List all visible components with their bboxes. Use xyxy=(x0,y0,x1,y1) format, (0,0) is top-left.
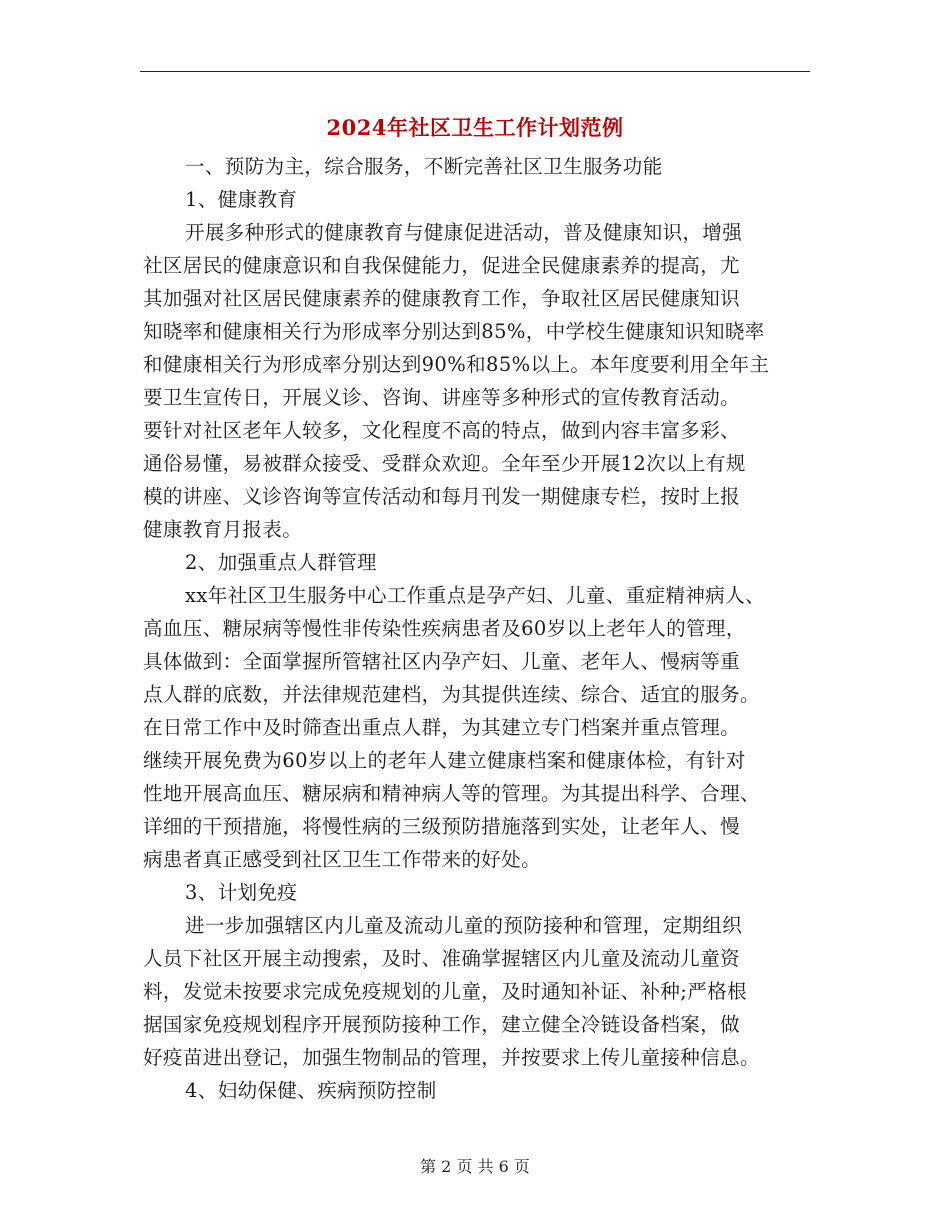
document-title: 2024年社区卫生工作计划范例 xyxy=(326,115,624,140)
paragraph-line: 人员下社区开展主动搜索，及时、准确掌握辖区内儿童及流动儿童资 xyxy=(143,947,741,970)
paragraph-line: xx年社区卫生服务中心工作重点是孕产妇、儿童、重症精神病人、 xyxy=(185,584,765,607)
paragraph-line: 在日常工作中及时筛查出重点人群，为其建立专门档案并重点管理。 xyxy=(143,716,741,739)
subsection-heading: 2、加强重点人群管理 xyxy=(185,551,377,574)
page-footer: 第 2 页 共 6 页 xyxy=(420,1157,530,1176)
paragraph-line: 料，发觉未按要求完成免疫规划的儿童，及时通知补证、补种;严格根 xyxy=(143,980,747,1003)
paragraph-line: 健康教育月报表。 xyxy=(143,518,303,541)
subsection-heading: 3、计划免疫 xyxy=(185,881,298,904)
paragraph-line: 其加强对社区居民健康素养的健康教育工作，争取社区居民健康知识 xyxy=(143,287,741,310)
section-heading: 一、预防为主，综合服务，不断完善社区卫生服务功能 xyxy=(185,155,663,178)
subsection-heading: 1、健康教育 xyxy=(185,188,298,211)
paragraph-line: 通俗易懂，易被群众接受、受群众欢迎。全年至少开展12次以上有规 xyxy=(143,452,746,475)
paragraph-line: 社区居民的健康意识和自我保健能力，促进全民健康素养的提高，尤 xyxy=(143,254,741,277)
paragraph-line: 要针对社区老年人较多，文化程度不高的特点，做到内容丰富多彩、 xyxy=(143,419,741,442)
paragraph-line: 高血压、糖尿病等慢性非传染性疾病患者及60岁以上老年人的管理， xyxy=(143,617,746,640)
subsection-heading: 4、妇幼保健、疾病预防控制 xyxy=(185,1079,437,1102)
paragraph-line: 要卫生宣传日，开展义诊、咨询、讲座等多种形式的宣传教育活动。 xyxy=(143,386,741,409)
paragraph-line: 据国家免疫规划程序开展预防接种工作，建立健全冷链设备档案，做 xyxy=(143,1013,741,1036)
paragraph-line: 继续开展免费为60岁以上的老年人建立健康档案和健康体检，有针对 xyxy=(143,749,746,772)
paragraph-line: 好疫苗进出登记，加强生物制品的管理，并按要求上传儿童接种信息。 xyxy=(143,1046,760,1069)
paragraph-line: 性地开展高血压、糖尿病和精神病人等的管理。为其提出科学、合理、 xyxy=(143,782,760,805)
paragraph-line: 开展多种形式的健康教育与健康促进活动，普及健康知识，增强 xyxy=(185,221,743,244)
paragraph-line: 详细的干预措施，将慢性病的三级预防措施落到实处，让老年人、慢 xyxy=(143,815,741,838)
paragraph-line: 和健康相关行为形成率分别达到90%和85%以上。本年度要利用全年主 xyxy=(143,353,770,376)
paragraph-line: 病患者真正感受到社区卫生工作带来的好处。 xyxy=(143,848,542,871)
paragraph-line: 具体做到：全面掌握所管辖社区内孕产妇、儿童、老年人、慢病等重 xyxy=(143,650,741,673)
paragraph-line: 进一步加强辖区内儿童及流动儿童的预防接种和管理，定期组织 xyxy=(185,914,743,937)
header-rule xyxy=(140,71,810,72)
paragraph-line: 知晓率和健康相关行为形成率分别达到85%，中学校生健康知识知晓率 xyxy=(143,320,765,343)
paragraph-line: 点人群的底数，并法律规范建档，为其提供连续、综合、适宜的服务。 xyxy=(143,683,760,706)
paragraph-line: 模的讲座、义诊咨询等宣传活动和每月刊发一期健康专栏，按时上报 xyxy=(143,485,741,508)
